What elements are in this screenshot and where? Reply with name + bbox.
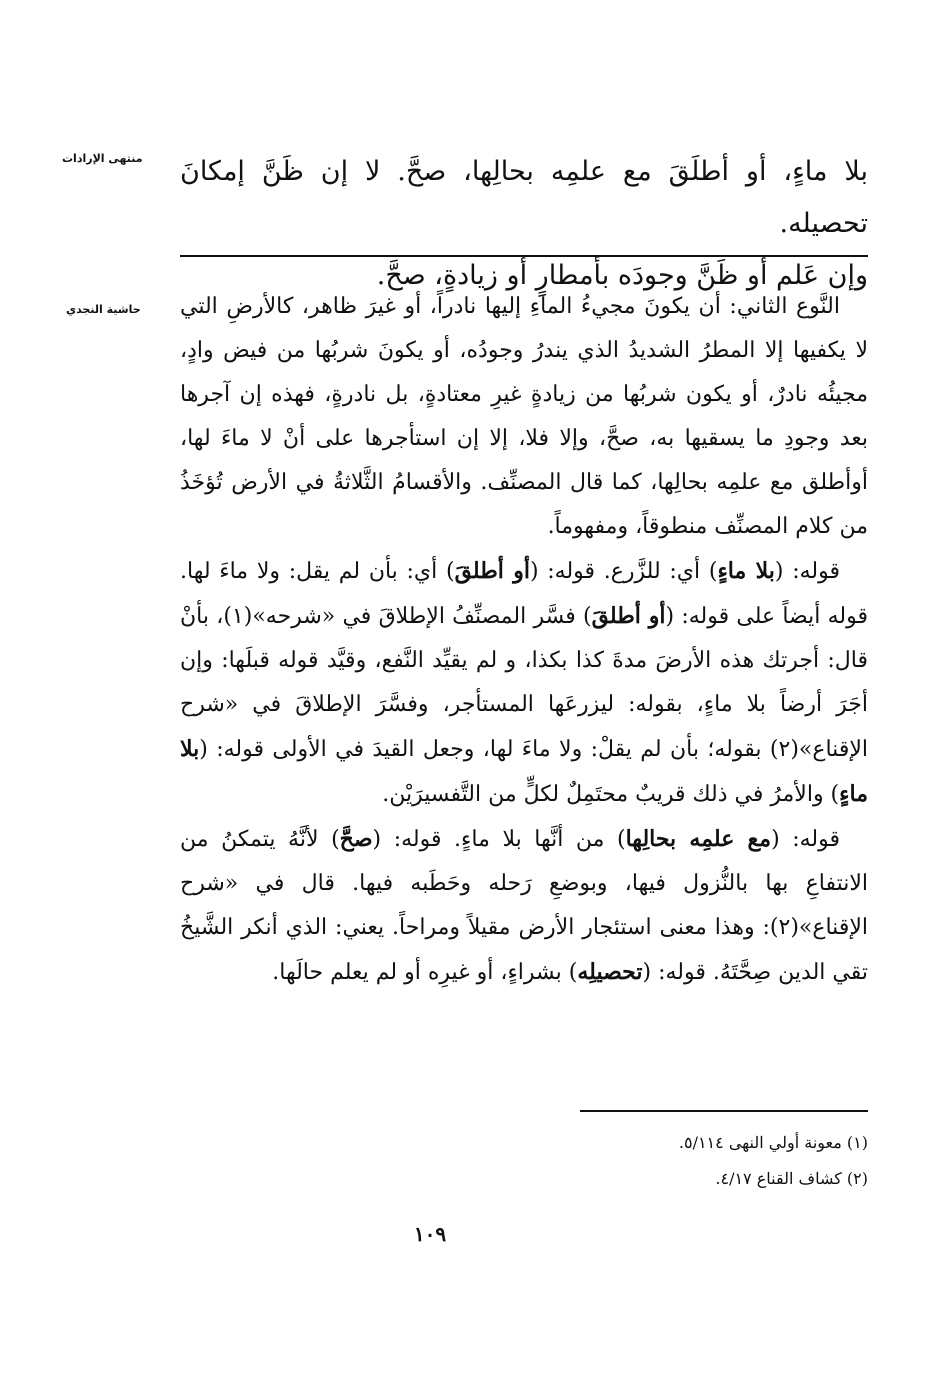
- sharh-paragraph-2: [180, 549, 868, 817]
- text-run: ) أي: للزَّرع. قوله: (: [529, 559, 718, 584]
- footnote-1: (١) معونة أولي النهى ٥/١١٤.: [678, 1133, 868, 1152]
- quoted-term: بلا ماءٍ: [717, 558, 775, 584]
- sharh-paragraph-3: [180, 817, 868, 995]
- quoted-term: أو أطلقَ: [454, 558, 530, 584]
- text-run: ) من أنَّها بلا ماءٍ. قوله: (: [372, 827, 626, 852]
- page-number: ١٠٩: [413, 1222, 447, 1246]
- footnotes: [380, 1125, 868, 1197]
- quoted-term: أو أطلقَ: [591, 603, 666, 629]
- text-run: ) فسَّر المصنِّفُ الإطلاقَ في «شرحه»(١)، بأنْ قال: أجرتك هذه الأرضَ مدةَ كذا بكذا، و لم يقيِّد النَّفع، وقيَّد قوله قبلَها: وإن أجَرَ أرضاً بلا ماءٍ، بقوله: ليزرعَها المستأجر، وفسَّرَ الإطلاقَ في «شرح الإقناع»(٢) بقوله؛ بأن لم يقلْ: ولا ماءَ لها، وجعل القيدَ في الأولى قوله: (: [180, 604, 868, 762]
- quoted-term: تحصيلِه: [577, 959, 643, 985]
- footnote-separator-rule: [580, 1110, 868, 1112]
- footnote-2: (٢) كشاف القناع ٤/١٧.: [715, 1169, 868, 1188]
- text-run: ) أي: بأن لم يقل: ولا ماءَ لها. قوله أيضاً على قوله: (: [180, 559, 868, 629]
- text-run: ) والأمرُ في ذلك قريبٌ محتَمِلٌ لكلٍّ من التَّفسيرَيْن.: [382, 782, 840, 807]
- matn-source-label: منتهى الإرادات: [62, 152, 143, 165]
- matn-line-2: وإن عَلم أو ظَنَّ وجودَه بأمطارٍ أو زيادةٍ، صحَّ.: [376, 260, 868, 291]
- matn-separator-rule: [180, 255, 868, 257]
- sharh-paragraph-1: النَّوع الثاني: أن يكونَ مجيءُ الماءِ إليها نادراً، أو غيرَ ظاهر، كالأرضِ التي لا يكفيها إلا المطرُ الشديدُ الذي يندرُ وجودُه، أو يكونَ شربُها من فيض وادٍ، مجيئُه نادرٌ، أو يكون شربُها من زيادةٍ غيرِ معتادةٍ، بل نادرةٍ، فهذه إن آجرها بعد وجودِ ما يسقيها به، صحَّ، وإلا فلا، إلا إن استأجرها على أنْ لا ماءَ لها، أوأطلق مع علمِه بحالِها، كما قال المصنِّف. والأقسامُ الثَّلاثةُ في الأرض تُؤخَذُ من كلام المصنِّف منطوقاً، ومفهوماً.: [180, 294, 869, 539]
- text-run: قوله: (: [774, 559, 841, 584]
- sharh-source-label: حاشية النجدي: [66, 303, 141, 316]
- matn-text: [180, 146, 868, 302]
- quoted-term: مع علمِه بحالِها: [625, 826, 772, 852]
- matn-line-1: بلا ماءٍ، أو أطلَقَ مع علمِه بحالِها، صحَّ. لا إن ظَنَّ إمكانَ تحصيله.: [180, 156, 868, 239]
- sharh-text: [180, 285, 868, 995]
- text-run: ) لأنَّهُ يتمكنُ من الانتفاعِ بها بالنُّزول فيها، وبوضعِ رَحله وحَطَبه فيها. قال في «شرح الإقناع»(٢): وهذا معنى استئجار الأرض مقيلاً ومراحاً. يعني: الذي أنكر الشَّيخُ تقي الدين صِحَّتَهُ. قوله: (: [180, 827, 868, 985]
- quoted-term: بلا ماءٍ: [180, 736, 868, 807]
- text-run: قوله: (: [771, 827, 841, 852]
- quoted-term: صحَّ: [339, 826, 373, 852]
- text-run: ) بشراءٍ، أو غيرِه أو لم يعلم حالَها.: [272, 960, 578, 985]
